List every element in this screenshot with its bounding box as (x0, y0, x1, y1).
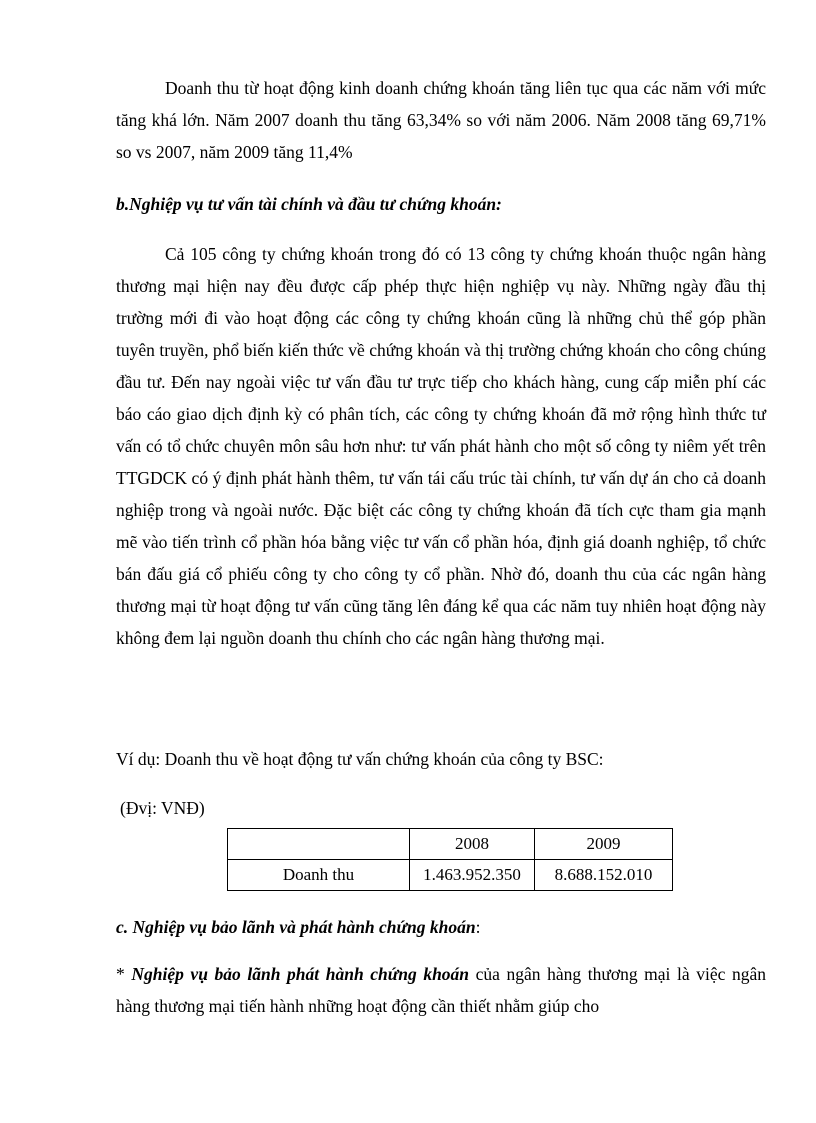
table-cell-value: 8.688.152.010 (535, 860, 673, 891)
paragraph-underwriting (116, 958, 766, 1022)
table-row (228, 860, 673, 891)
paragraph-example: Ví dụ: Doanh thu về hoạt động tư vấn chứng khoán của công ty BSC: (116, 749, 604, 769)
table-cell-label: Doanh thu (228, 860, 410, 891)
heading-section-c-text: c. Nghiệp vụ bảo lãnh và phát hành chứng khoán (116, 917, 476, 937)
table-cell-value: 1.463.952.350 (410, 860, 535, 891)
heading-section-c-colon: : (475, 917, 481, 937)
underwriting-term: Nghiệp vụ bảo lãnh phát hành chứng khoán (131, 964, 470, 984)
paragraph-consulting: Cả 105 công ty chứng khoán trong đó có 13 công ty chứng khoán thuộc ngân hàng thương mại hiện nay đều được cấp phép thực hiện nghiệp vụ này. Những ngày đầu thị trường mới đi vào hoạt động các công ty chứng khoán cũng là những chủ thể góp phần tuyên truyền, phổ biến kiến thức về chứng khoán và thị trường chứng khoán cho công chúng đầu tư. Đến nay ngoài việc tư vấn đầu tư trực tiếp cho khách hàng, cung cấp miễn phí các báo cáo giao dịch định kỳ có phân tích, các công ty chứng khoán đã mở rộng hình thức tư vấn có tổ chức chuyên môn sâu hơn như: tư vấn phát hành cho một số công ty niêm yết trên TTGDCK có ý định phát hành thêm, tư vấn tái cấu trúc tài chính, tư vấn dự án cho cả doanh nghiệp trong và ngoài nước. Đặc biệt các công ty chứng khoán đã tích cực tham gia mạnh mẽ vào tiến trình cổ phần hóa bằng việc tư vấn cổ phần hóa, định giá doanh nghiệp, tổ chức bán đấu giá cổ phiếu công ty cho công ty cổ phần. Nhờ đó, doanh thu của các ngân hàng thương mại từ hoạt động tư vấn cũng tăng lên đáng kể qua các năm tuy nhiên hoạt động này không đem lại nguồn doanh thu chính cho các ngân hàng thương mại. (116, 244, 766, 648)
table-header-cell (228, 829, 410, 860)
bullet-star: * (116, 964, 132, 984)
table-header-cell: 2008 (410, 829, 535, 860)
unit-label: (Đvị: VNĐ) (120, 798, 205, 818)
heading-section-c (116, 911, 766, 943)
heading-section-b: b.Nghiệp vụ tư vấn tài chính và đầu tư chứng khoán: (116, 194, 502, 214)
underwriting-text: của ngân hàng thương mại là việc ngân hàng thương mại tiến hành những hoạt động cần thiết nhằm giúp cho (116, 964, 766, 1016)
table-header-row (228, 829, 673, 860)
paragraph-revenue-growth: Doanh thu từ hoạt động kinh doanh chứng khoán tăng liên tục qua các năm với mức tăng khá lớn. Năm 2007 doanh thu tăng 63,34% so với năm 2006. Năm 2008 tăng 69,71% so vs 2007, năm 2009 tăng 11,4% (116, 78, 766, 162)
table-header-cell: 2009 (535, 829, 673, 860)
revenue-table (227, 828, 673, 891)
